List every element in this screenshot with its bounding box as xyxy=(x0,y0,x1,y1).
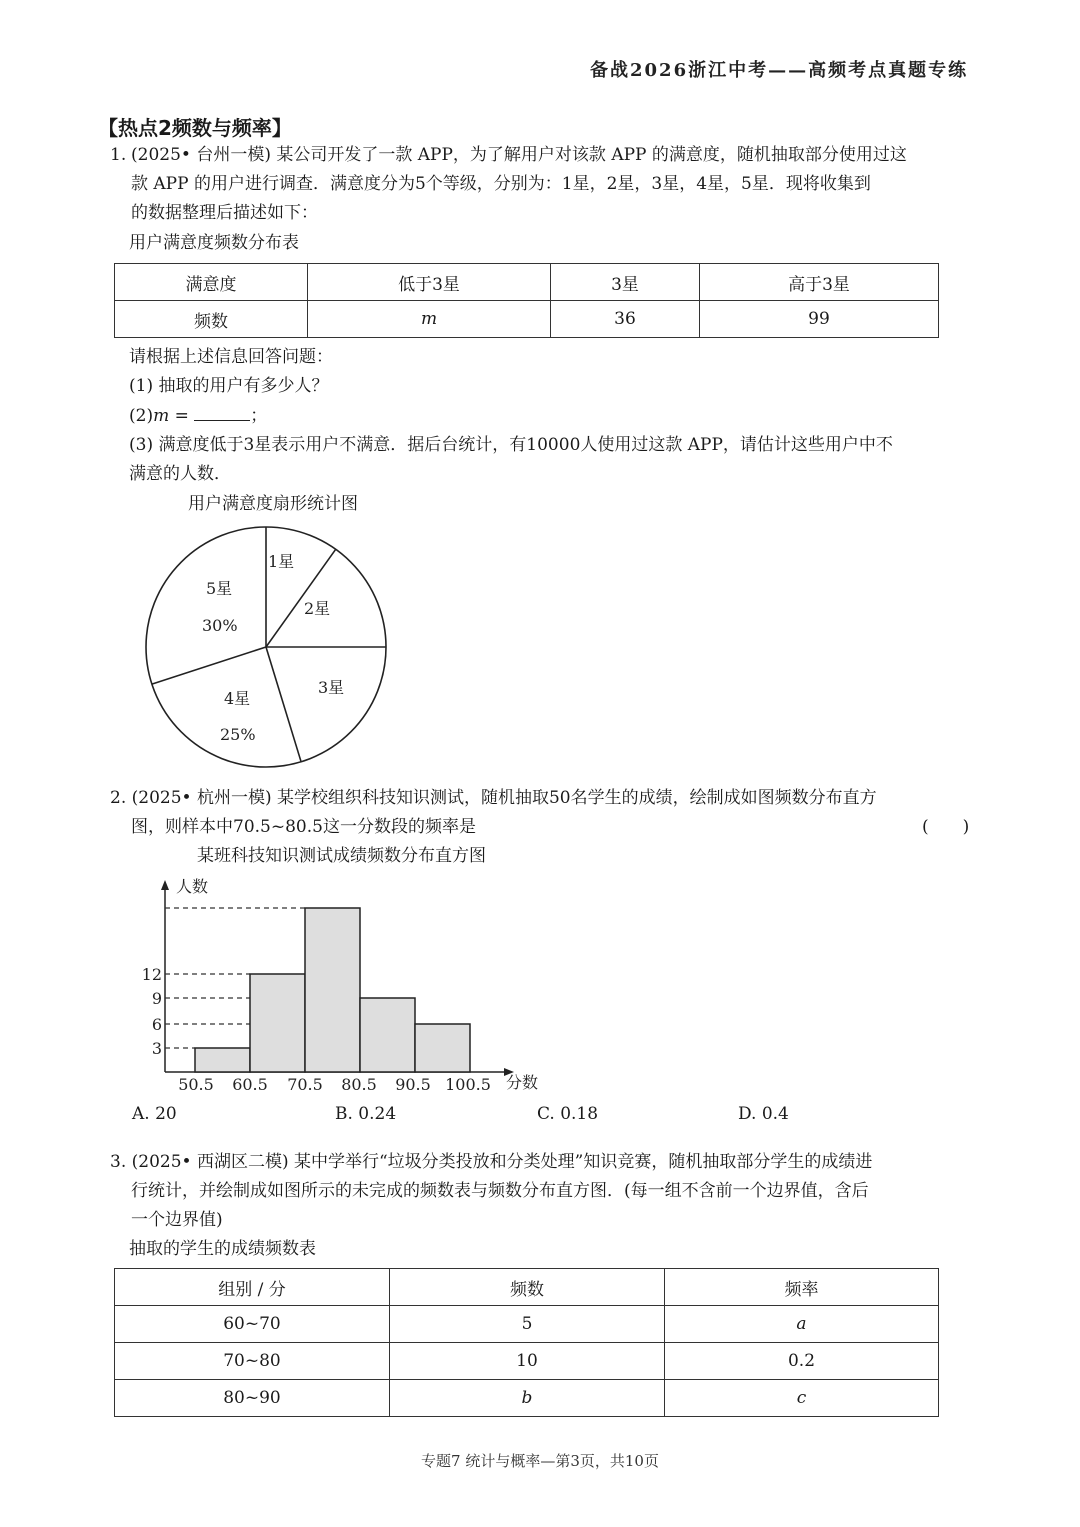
option-a[interactable]: A. 20 xyxy=(132,1104,177,1124)
table-cell: 70~80 xyxy=(115,1343,390,1380)
histogram-bar xyxy=(415,1024,470,1072)
sub2-variable: m xyxy=(153,406,170,426)
q1-sub-question-3-line-2: 满意的人数． xyxy=(129,464,231,484)
q1-line-1: (2025• 台州一模) 某公司开发了一款 APP，为了解用户对该款 APP 的满意度，随机抽取部分使用过这 xyxy=(131,145,907,165)
table-header-cell: 高于3星 xyxy=(700,264,939,301)
q1-prompt: 请根据上述信息回答问题： xyxy=(129,347,333,367)
table-cell: 99 xyxy=(700,301,939,338)
x-tick: 70.5 xyxy=(287,1075,323,1094)
q3-table-caption: 抽取的学生的成绩频数表 xyxy=(129,1239,316,1259)
table-header-cell: 3星 xyxy=(551,264,700,301)
table-header-cell: 满意度 xyxy=(115,264,308,301)
q1-frequency-table xyxy=(114,263,939,338)
x-tick: 80.5 xyxy=(341,1075,377,1094)
table-cell: c xyxy=(665,1380,939,1417)
q3-line-1: 3. (2025• 西湖区二模) 某中学举行“垃圾分类投放和分类处理”知识竞赛，随机抽取部分学生的成绩进 xyxy=(110,1152,873,1172)
table-cell: 10 xyxy=(390,1343,665,1380)
histogram-title: 某班科技知识测试成绩频数分布直方图 xyxy=(197,846,486,866)
pie-chart-title: 用户满意度扇形统计图 xyxy=(188,494,358,514)
q1-sub-question-1: (1) 抽取的用户有多少人？ xyxy=(129,376,329,396)
histogram-bar xyxy=(250,974,305,1072)
sub2-prefix: (2) xyxy=(129,406,154,426)
sub2-equals: = xyxy=(169,406,195,426)
pie-percent-5-star: 30% xyxy=(202,616,238,635)
option-d[interactable]: D. 0.4 xyxy=(738,1104,789,1124)
x-tick: 50.5 xyxy=(178,1075,214,1094)
q3-line-3: 一个边界值) xyxy=(131,1210,223,1230)
table-cell: 80~90 xyxy=(115,1380,390,1417)
pie-percent-4-star: 25% xyxy=(220,725,256,744)
histogram-chart xyxy=(140,872,560,1100)
table-header-row xyxy=(115,264,939,301)
q3-frequency-table xyxy=(114,1268,939,1417)
table-cell: 36 xyxy=(551,301,700,338)
y-axis-arrow-icon xyxy=(161,880,169,890)
section-title: 【热点2频数与频率】 xyxy=(98,116,292,140)
pie-label-2-star: 2星 xyxy=(304,599,331,618)
page-footer: 专题7 统计与概率—第3页，共10页 xyxy=(421,1452,659,1470)
x-tick: 90.5 xyxy=(395,1075,431,1094)
x-axis-label: 分数 xyxy=(506,1073,539,1092)
table-header-cell: 频率 xyxy=(665,1269,939,1306)
table-cell: 频数 xyxy=(115,301,308,338)
q1-sub-question-2 xyxy=(129,402,267,431)
y-tick: 9 xyxy=(151,989,162,1008)
table-header-row xyxy=(115,1269,939,1306)
table-row xyxy=(115,1306,939,1343)
table-header-cell: 低于3星 xyxy=(308,264,551,301)
table-header-cell: 组别 / 分 xyxy=(115,1269,390,1306)
q1-line-3: 的数据整理后描述如下： xyxy=(131,203,318,223)
q1-sub-question-3-line-1: (3) 满意度低于3星表示用户不满意．据后台统计，有10000人使用过这款 APP，请估计这些用户中不 xyxy=(129,435,893,455)
sub2-suffix: ； xyxy=(250,406,268,426)
pie-label-1-star: 1星 xyxy=(268,552,295,571)
table-cell: 5 xyxy=(390,1306,665,1343)
x-tick: 60.5 xyxy=(232,1075,268,1094)
table-cell: 60~70 xyxy=(115,1306,390,1343)
table-cell: 0.2 xyxy=(665,1343,939,1380)
histogram-bar xyxy=(360,998,415,1072)
pie-divider xyxy=(152,647,266,684)
pie-chart xyxy=(140,520,400,776)
q1-line-2: 款 APP 的用户进行调查．满意度分为5个等级，分别为：1星，2星，3星，4星，5星．现将收集到 xyxy=(131,174,871,194)
table-header-cell: 频数 xyxy=(390,1269,665,1306)
pie-divider xyxy=(266,647,301,762)
histogram-bar xyxy=(195,1048,250,1072)
table-cell: m xyxy=(308,301,551,338)
table-row xyxy=(115,1343,939,1380)
pie-label-5-star: 5星 xyxy=(206,579,233,598)
q2-line-2: 图，则样本中70.5~80.5这一分数段的频率是 xyxy=(131,817,476,837)
table-cell: a xyxy=(665,1306,939,1343)
x-tick: 100.5 xyxy=(445,1075,491,1094)
answer-blank[interactable] xyxy=(194,404,250,421)
table-cell: b xyxy=(390,1380,665,1417)
q3-line-2: 行统计，并绘制成如图所示的未完成的频数表与频数分布直方图．(每一组不含前一个边界值，含后 xyxy=(131,1181,869,1201)
pie-label-3-star: 3星 xyxy=(318,678,345,697)
q1-table-caption: 用户满意度频数分布表 xyxy=(129,233,299,253)
q1-number: 1. xyxy=(110,145,127,165)
histogram-bar xyxy=(305,908,360,1072)
table-row xyxy=(115,301,939,338)
table-row xyxy=(115,1380,939,1417)
page-header: 备战2026浙江中考——高频考点真题专练 xyxy=(590,60,969,81)
q2-answer-bracket[interactable]: ( ) xyxy=(922,817,970,837)
y-tick: 6 xyxy=(151,1015,162,1034)
y-tick: 3 xyxy=(151,1039,162,1058)
y-tick: 12 xyxy=(141,965,162,984)
q2-line-1: 2. (2025• 杭州一模) 某学校组织科技知识测试，随机抽取50名学生的成绩，绘制成如图频数分布直方 xyxy=(110,788,877,808)
option-b[interactable]: B. 0.24 xyxy=(335,1104,397,1124)
pie-label-4-star: 4星 xyxy=(224,689,251,708)
y-axis-label: 人数 xyxy=(176,877,209,896)
option-c[interactable]: C. 0.18 xyxy=(537,1104,599,1124)
